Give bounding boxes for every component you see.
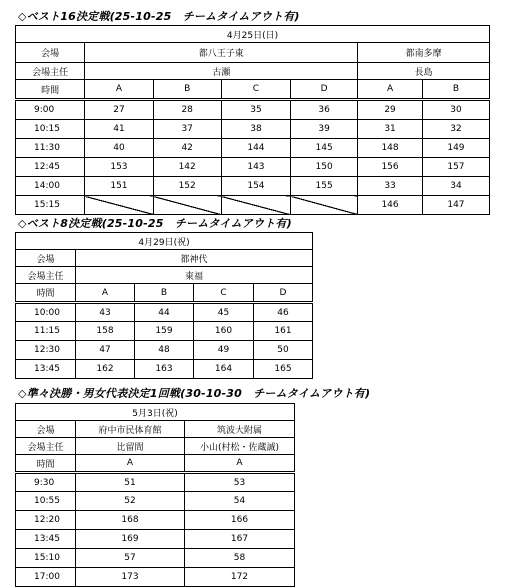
- match-cell: 145: [291, 139, 358, 158]
- court-header: A: [358, 80, 423, 100]
- match-cell: 164: [194, 360, 254, 379]
- match-cell: 45: [194, 303, 254, 322]
- match-cell: 39: [291, 120, 358, 139]
- venue-name: 筑波大附属: [185, 421, 295, 438]
- match-cell: 49: [194, 341, 254, 360]
- table-row: [16, 303, 313, 322]
- match-cell: 47: [76, 341, 135, 360]
- match-cell: 151: [85, 177, 153, 196]
- court-header: A: [85, 80, 153, 100]
- match-cell: 163: [135, 360, 194, 379]
- time-label: 時間: [16, 284, 76, 303]
- section1-table: [15, 25, 490, 215]
- match-cell: 149: [422, 139, 489, 158]
- match-cell: 167: [185, 530, 295, 549]
- time-cell: 9:00: [16, 100, 85, 120]
- table-row: [16, 568, 295, 587]
- match-cell: 161: [254, 322, 313, 341]
- manager-name: 古瀬: [85, 63, 358, 80]
- match-cell: 148: [358, 139, 423, 158]
- match-cell: 40: [85, 139, 153, 158]
- venue-name: 都八王子東: [85, 43, 358, 63]
- court-header: B: [135, 284, 194, 303]
- match-cell: 144: [221, 139, 290, 158]
- match-cell: 172: [185, 568, 295, 587]
- match-cell: 48: [135, 341, 194, 360]
- time-cell: 17:00: [16, 568, 76, 587]
- venue-name: 府中市民体育館: [76, 421, 185, 438]
- venue-name: 都神代: [76, 250, 313, 267]
- match-cell: 58: [185, 549, 295, 568]
- manager-name: 比留間: [76, 438, 185, 455]
- manager-name: 長島: [358, 63, 490, 80]
- match-cell: 165: [254, 360, 313, 379]
- table-row: [16, 341, 313, 360]
- match-cell: 166: [185, 511, 295, 530]
- match-cell: 157: [422, 158, 489, 177]
- time-cell: 14:00: [16, 177, 85, 196]
- match-cell: 142: [153, 158, 221, 177]
- manager-label: 会場主任: [16, 267, 76, 284]
- empty-slash-cell: [221, 196, 290, 215]
- time-cell: 13:45: [16, 530, 76, 549]
- venue-name: 都南多摩: [358, 43, 490, 63]
- match-cell: 160: [194, 322, 254, 341]
- match-cell: 143: [221, 158, 290, 177]
- match-cell: 150: [291, 158, 358, 177]
- match-cell: 153: [85, 158, 153, 177]
- match-cell: 162: [76, 360, 135, 379]
- match-cell: 31: [358, 120, 423, 139]
- table-row: [16, 360, 313, 379]
- court-header: B: [153, 80, 221, 100]
- match-cell: 169: [76, 530, 185, 549]
- time-cell: 9:30: [16, 473, 76, 492]
- match-cell: 147: [422, 196, 489, 215]
- court-header: A: [185, 455, 295, 473]
- table-row: [16, 492, 295, 511]
- time-cell: 10:15: [16, 120, 85, 139]
- time-label: 時間: [16, 455, 76, 473]
- time-cell: 11:15: [16, 322, 76, 341]
- manager-label: 会場主任: [16, 438, 76, 455]
- court-header: D: [254, 284, 313, 303]
- section3-date: 5月3日(祝): [16, 404, 295, 421]
- court-header: A: [76, 455, 185, 473]
- section2-title: ◇ベスト8決定戦(25-10-25 チームタイムアウト有): [18, 217, 292, 230]
- venue-label: 会場: [16, 421, 76, 438]
- section2-table: [15, 232, 313, 379]
- section1-date: 4月25日(日): [16, 26, 490, 43]
- match-cell: 35: [221, 100, 290, 120]
- court-header: C: [194, 284, 254, 303]
- table-row: [16, 511, 295, 530]
- match-cell: 173: [76, 568, 185, 587]
- match-cell: 28: [153, 100, 221, 120]
- empty-slash-cell: [153, 196, 221, 215]
- court-header: D: [291, 80, 358, 100]
- empty-slash-cell: [291, 196, 358, 215]
- time-cell: 15:10: [16, 549, 76, 568]
- table-row: [16, 549, 295, 568]
- match-cell: 154: [221, 177, 290, 196]
- match-cell: 34: [422, 177, 489, 196]
- match-cell: 168: [76, 511, 185, 530]
- venue-label: 会場: [16, 250, 76, 267]
- time-cell: 15:15: [16, 196, 85, 215]
- match-cell: 46: [254, 303, 313, 322]
- table-row: [16, 530, 295, 549]
- match-cell: 50: [254, 341, 313, 360]
- table-row: [16, 177, 490, 196]
- match-cell: 155: [291, 177, 358, 196]
- match-cell: 27: [85, 100, 153, 120]
- match-cell: 30: [422, 100, 489, 120]
- match-cell: 42: [153, 139, 221, 158]
- section2-date: 4月29日(祝): [16, 233, 313, 250]
- match-cell: 158: [76, 322, 135, 341]
- table-row: [16, 473, 295, 492]
- match-cell: 156: [358, 158, 423, 177]
- table-row: [16, 139, 490, 158]
- venue-label: 会場: [16, 43, 85, 63]
- time-cell: 13:45: [16, 360, 76, 379]
- empty-slash-cell: [85, 196, 153, 215]
- match-cell: 44: [135, 303, 194, 322]
- match-cell: 37: [153, 120, 221, 139]
- match-cell: 152: [153, 177, 221, 196]
- match-cell: 54: [185, 492, 295, 511]
- time-label: 時間: [16, 80, 85, 100]
- match-cell: 146: [358, 196, 423, 215]
- court-header: C: [221, 80, 290, 100]
- table-row: [16, 100, 490, 120]
- table-row: [16, 322, 313, 341]
- court-header: B: [422, 80, 489, 100]
- time-cell: 12:45: [16, 158, 85, 177]
- time-cell: 10:55: [16, 492, 76, 511]
- table-row: [16, 196, 490, 215]
- time-cell: 12:30: [16, 341, 76, 360]
- match-cell: 41: [85, 120, 153, 139]
- section1-title: ◇ベスト16決定戦(25-10-25 チームタイムアウト有): [18, 10, 300, 23]
- match-cell: 53: [185, 473, 295, 492]
- time-cell: 12:20: [16, 511, 76, 530]
- manager-name: 東福: [76, 267, 313, 284]
- time-cell: 10:00: [16, 303, 76, 322]
- match-cell: 52: [76, 492, 185, 511]
- match-cell: 38: [221, 120, 290, 139]
- match-cell: 57: [76, 549, 185, 568]
- match-cell: 33: [358, 177, 423, 196]
- manager-name: 小山(村松・佐蔵誠): [185, 438, 295, 455]
- match-cell: 36: [291, 100, 358, 120]
- match-cell: 32: [422, 120, 489, 139]
- section3-table: [15, 403, 295, 587]
- court-header: A: [76, 284, 135, 303]
- manager-label: 会場主任: [16, 63, 85, 80]
- table-row: [16, 120, 490, 139]
- time-cell: 11:30: [16, 139, 85, 158]
- table-row: [16, 158, 490, 177]
- match-cell: 51: [76, 473, 185, 492]
- section3-title: ◇準々決勝・男女代表決定1回戦(30-10-30 チームタイムアウト有): [18, 387, 371, 400]
- match-cell: 29: [358, 100, 423, 120]
- match-cell: 43: [76, 303, 135, 322]
- match-cell: 159: [135, 322, 194, 341]
